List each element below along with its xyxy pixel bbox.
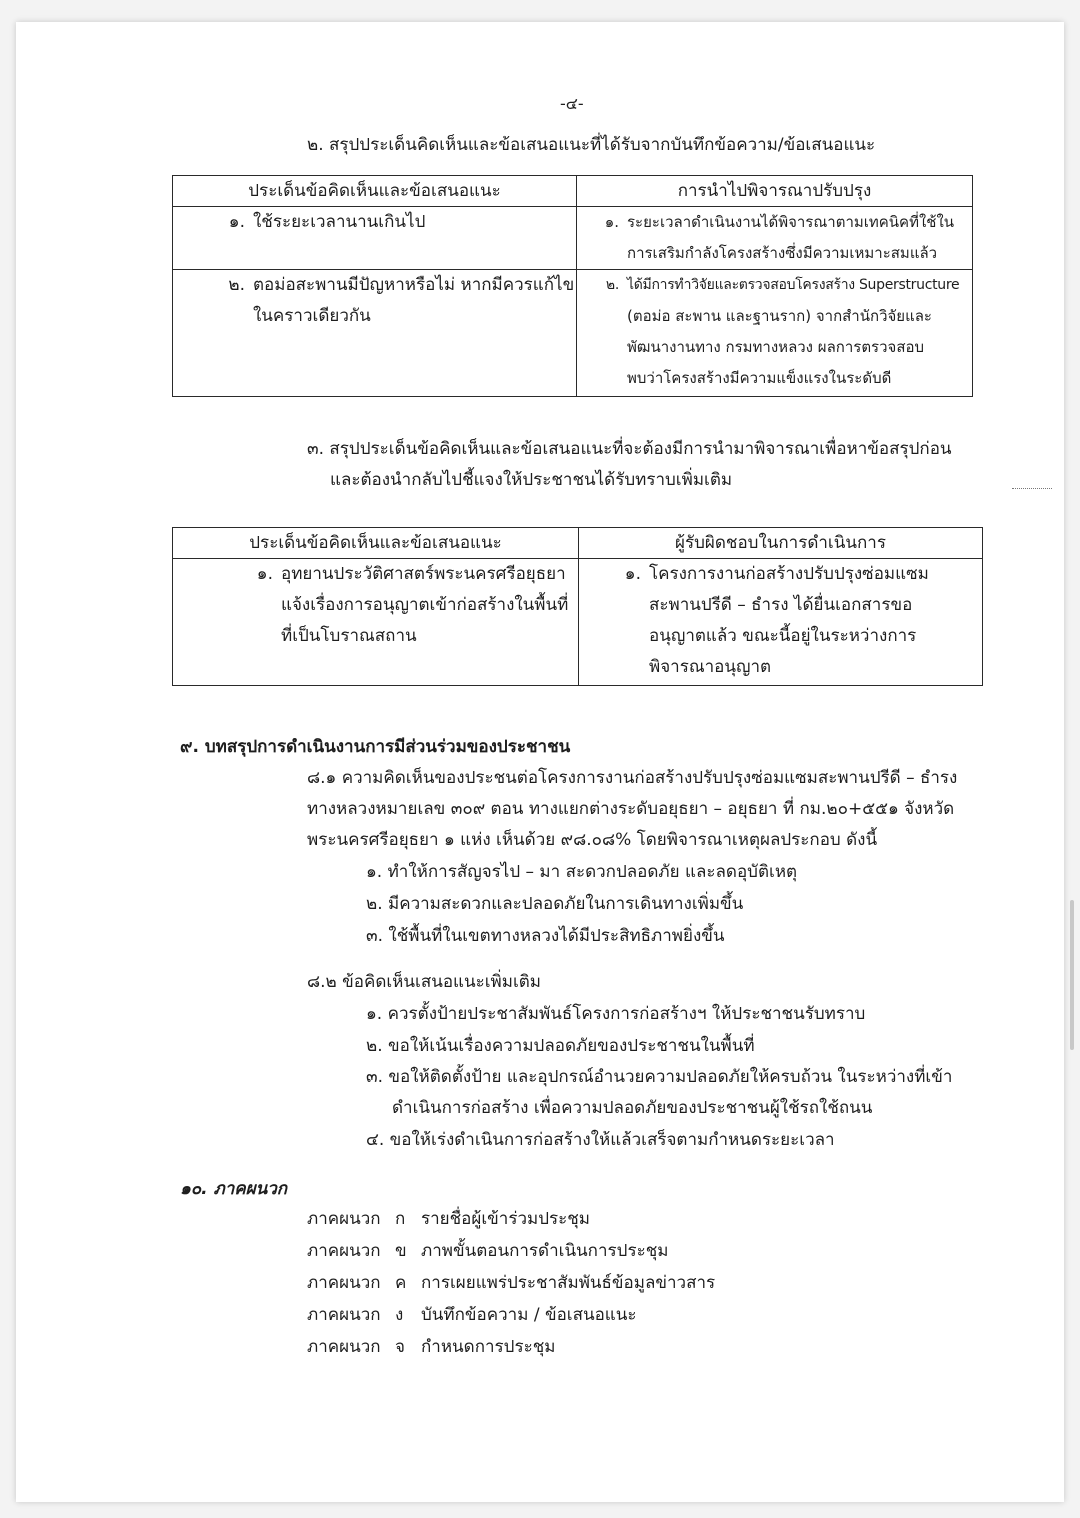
- page-number: -๔-: [560, 94, 584, 113]
- cell-text: อุทยานประวัติศาสตร์พระนครศรีอยุธยา: [281, 564, 566, 584]
- feedback-table: [172, 175, 973, 397]
- cell-text: การเสริมกำลังโครงสร้างซึ่งมีความเหมาะสมแล้ว: [627, 244, 938, 262]
- table-cell: [577, 270, 973, 397]
- paragraph-8-2-title: ๘.๒ ข้อคิดเห็นเสนอแนะเพิ่มเติม: [307, 972, 542, 992]
- appendix-letter: ง: [395, 1305, 404, 1325]
- cell-text: พัฒนางานทาง กรมทางหลวง ผลการตรวจสอบ: [627, 338, 925, 356]
- table-cell: [173, 270, 577, 397]
- list-item-continued: ดำเนินการก่อสร้าง เพื่อความปลอดภัยของประชาชนผู้ใช้รถใช้ถนน: [392, 1098, 873, 1118]
- cell-text: ระยะเวลาดำเนินงานได้พิจารณาตามเทคนิคที่ใช้ใน: [627, 213, 955, 231]
- table-row: [173, 270, 973, 397]
- paragraph-8-1-line: ทางหลวงหมายเลข ๓๐๙ ตอน ทางแยกต่างระดับอยุธยา – อยุธยา ที่ กม.๒๐+๕๕๑ จังหวัด: [307, 799, 955, 819]
- appendix-letter: ข: [395, 1241, 407, 1261]
- appendix-item: [307, 1337, 555, 1357]
- table-header-row: [173, 528, 983, 559]
- appendix-letter: ก: [395, 1209, 406, 1229]
- cell-text: ที่เป็นโบราณสถาน: [281, 626, 417, 646]
- table-cell: [577, 207, 973, 270]
- appendix-item: [307, 1209, 590, 1229]
- table-header: ประเด็นข้อคิดเห็นและข้อเสนอแนะ: [173, 528, 579, 559]
- appendix-letter: จ: [395, 1337, 405, 1357]
- cell-text: โครงการงานก่อสร้างปรับปรุงซ่อมแซม: [649, 564, 929, 584]
- item-number: ๑.: [604, 213, 619, 231]
- appendix-label: ภาคผนวก: [307, 1273, 381, 1293]
- item-number: ๑.: [228, 212, 245, 232]
- paragraph-8-1-line: พระนครศรีอยุธยา ๑ แห่ง เห็นด้วย ๙๘.๐๘% โดยพิจารณาเหตุผลประกอบ ดังนี้: [307, 830, 878, 850]
- cell-text: ใช้ระยะเวลานานเกินไป: [253, 212, 426, 232]
- appendix-label: ภาคผนวก: [307, 1241, 381, 1261]
- section-9-heading: ๙. บทสรุปการดำเนินงานการมีส่วนร่วมของประชาชน: [180, 737, 571, 757]
- table-row: [173, 207, 973, 270]
- section-2-heading: ๒. สรุปประเด็นคิดเห็นและข้อเสนอแนะที่ได้รับจากบันทึกข้อความ/ข้อเสนอแนะ: [307, 135, 876, 155]
- appendix-label: ภาคผนวก: [307, 1337, 381, 1357]
- list-item: ๒. มีความสะดวกและปลอดภัยในการเดินทางเพิ่มขึ้น: [366, 894, 744, 914]
- table-header: ผู้รับผิดชอบในการดำเนินการ: [579, 528, 983, 559]
- item-number: ๑.: [624, 564, 641, 584]
- appendix-text: บันทึกข้อความ / ข้อเสนอแนะ: [421, 1305, 637, 1325]
- scrollbar[interactable]: [1070, 900, 1074, 1050]
- table-cell: [579, 559, 983, 686]
- cell-text: อนุญาตแล้ว ขณะนี้อยู่ในระหว่างการ: [649, 626, 917, 646]
- table-cell: [173, 207, 577, 270]
- appendix-item: [307, 1241, 668, 1261]
- appendix-text: การเผยแพร่ประชาสัมพันธ์ข้อมูลข่าวสาร: [421, 1273, 716, 1293]
- list-item: ๑. ทำให้การสัญจรไป – มา สะดวกปลอดภัย และลดอุบัติเหตุ: [366, 862, 798, 882]
- appendix-label: ภาคผนวก: [307, 1209, 381, 1229]
- cell-text: พิจารณาอนุญาต: [649, 657, 772, 677]
- appendix-item: [307, 1273, 715, 1293]
- table-header: ประเด็นข้อคิดเห็นและข้อเสนอแนะ: [173, 176, 577, 207]
- table-header: การนำไปพิจารณาปรับปรุง: [577, 176, 973, 207]
- appendix-text: ภาพขั้นตอนการดำเนินการประชุม: [421, 1241, 669, 1261]
- section-3-heading-continued: และต้องนำกลับไปชี้แจงให้ประชาชนได้รับทราบเพิ่มเติม: [330, 470, 733, 490]
- cell-text: ได้มีการทำวิจัยและตรวจสอบโครงสร้าง Superstructure: [627, 277, 960, 293]
- cell-text: แจ้งเรื่องการอนุญาตเข้าก่อสร้างในพื้นที่: [281, 595, 569, 615]
- item-number: ๒.: [605, 277, 619, 293]
- table-cell: [173, 559, 579, 686]
- appendix-item: [307, 1305, 637, 1325]
- paragraph-8-1-line: ๘.๑ ความคิดเห็นของประชนต่อโครงการงานก่อสร้างปรับปรุงซ่อมแซมสะพานปรีดี – ธำรง: [307, 768, 958, 788]
- appendix-text: กำหนดการประชุม: [421, 1337, 556, 1357]
- pending-issues-table: [172, 527, 983, 686]
- list-item: ๓. ขอให้ติดตั้งป้าย และอุปกรณ์อำนวยความปลอดภัยให้ครบถ้วน ในระหว่างที่เข้า: [366, 1067, 953, 1087]
- item-number: ๒.: [228, 275, 245, 295]
- list-item: ๒. ขอให้เน้นเรื่องความปลอดภัยของประชาชนในพื้นที่: [366, 1036, 755, 1056]
- list-item: ๑. ควรตั้งป้ายประชาสัมพันธ์โครงการก่อสร้างฯ ให้ประชาชนรับทราบ: [366, 1004, 866, 1024]
- cell-text: ในคราวเดียวกัน: [253, 306, 371, 326]
- cell-text: พบว่าโครงสร้างมีความแข็งแรงในระดับดี: [627, 369, 892, 387]
- cell-text: ตอม่อสะพานมีปัญหาหรือไม่ หากมีควรแก้ไข: [253, 275, 575, 295]
- list-item: ๓. ใช้พื้นที่ในเขตทางหลวงได้มีประสิทธิภาพยิ่งขึ้น: [366, 926, 725, 946]
- appendix-text: รายชื่อผู้เข้าร่วมประชุม: [421, 1209, 591, 1229]
- appendix-label: ภาคผนวก: [307, 1305, 381, 1325]
- cell-text: สะพานปรีดี – ธำรง ได้ยื่นเอกสารขอ: [649, 595, 913, 615]
- section-10-heading: ๑๐. ภาคผนวก: [180, 1179, 288, 1199]
- cell-text: (ตอม่อ สะพาน และฐานราก) จากสำนักวิจัยและ: [627, 307, 932, 325]
- appendix-letter: ค: [395, 1273, 407, 1293]
- scan-artifact: [1012, 488, 1052, 493]
- table-row: [173, 559, 983, 686]
- list-item: ๔. ขอให้เร่งดำเนินการก่อสร้างให้แล้วเสร็จตามกำหนดระยะเวลา: [366, 1130, 835, 1150]
- section-3-heading: ๓. สรุปประเด็นข้อคิดเห็นและข้อเสนอแนะที่จะต้องมีการนำมาพิจารณาเพื่อหาข้อสรุปก่อน: [307, 439, 952, 459]
- item-number: ๑.: [256, 564, 273, 584]
- table-header-row: [173, 176, 973, 207]
